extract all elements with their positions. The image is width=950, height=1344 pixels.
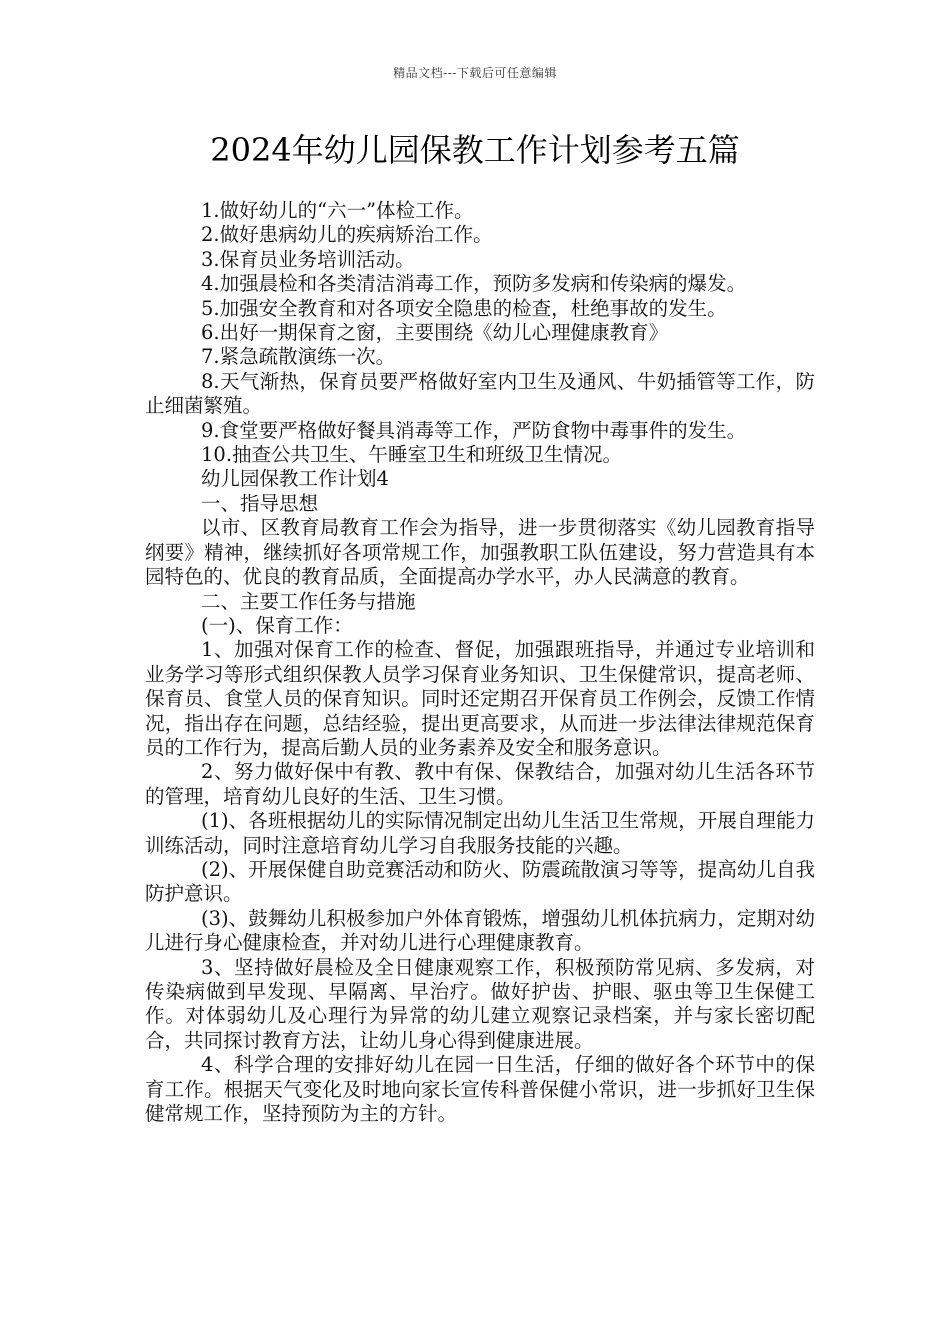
section-heading: (一)、保育工作： — [201, 613, 353, 637]
paragraph: 4、科学合理的安排好幼儿在园一日生活，仔细的做好各个环节中的保育工作。根据天气变化及时地向家长宣传科普保健小常识，进一步抓好卫生保健常规工作，坚持预防为主的方针。 — [145, 1053, 815, 1126]
paragraph: 2、努力做好保中有教、教中有保、保教结合，加强对幼儿生活各环节的管理，培育幼儿良好的生活、卫生习惯。 — [145, 760, 815, 808]
paragraph: 3.保育员业务培训活动。 — [201, 247, 415, 271]
paragraph: 1、加强对保育工作的检查、督促，加强跟班指导，并通过专业培训和业务学习等形式组织保教人员学习保育业务知识、卫生保健常识，提高老师、保育员、食堂人员的保育知识。同时还定期召开保育员工作例会，反馈工作情况，指出存在问题，总结经验，提出更高要求，从而进一步法律法律规范保育员的工作行为，提高后勤人员的业务素养及安全和服务意识。 — [145, 638, 815, 759]
document-body — [145, 199, 815, 1126]
paragraph: 8.天气渐热，保育员要严格做好室内卫生及通风、牛奶插管等工作，防止细菌繁殖。 — [145, 369, 815, 418]
paragraph: 7.紧急疏散演练一次。 — [201, 345, 396, 369]
paragraph: (3)、鼓舞幼儿积极参加户外体育锻炼，增强幼儿机体抗病力，定期对幼儿进行身心健康检查，并对幼儿进行心理健康教育。 — [145, 906, 815, 955]
paragraph: 2.做好患病幼儿的疾病矫治工作。 — [201, 223, 493, 247]
paragraph: 10.抽查公共卫生、午睡室卫生和班级卫生情况。 — [201, 443, 623, 467]
header-note: 精品文档---下载后可任意编辑 — [393, 66, 557, 80]
paragraph: 1.做好幼儿的“六一”体检工作。 — [201, 199, 474, 222]
paragraph: 9.食堂要严格做好餐具消毒等工作，严防食物中毒事件的发生。 — [201, 418, 747, 442]
paragraph: (2)、开展保健自助竞赛活动和防火、防震疏散演习等等，提高幼儿自我防护意识。 — [145, 857, 815, 906]
document-title: 2024年幼儿园保教工作计划参考五篇 — [210, 131, 740, 169]
paragraph: 以市、区教育局教育工作会为指导，进一步贯彻落实《幼儿园教育指导纲要》精神，继续抓好各项常规工作，加强教职工队伍建设，努力营造具有本园特色的、优良的教育品质，全面提高办学水平，办人民满意的教育。 — [145, 516, 815, 589]
paragraph: (1)、各班根据幼儿的实际情况制定出幼儿生活卫生常规，开展自理能力训练活动，同时注意培育幼儿学习自我服务技能的兴趣。 — [145, 809, 815, 857]
section-heading: 一、指导思想 — [201, 491, 319, 515]
paragraph: 3、坚持做好晨检及全日健康观察工作，积极预防常见病、多发病，对传染病做到早发现、早隔离、早治疗。做好护齿、护眼、驱虫等卫生保健工作。对体弱幼儿及心理行为异常的幼儿建立观察记录档案，并与家长密切配合，共同探讨教育方法，让幼儿身心得到健康进展。 — [145, 955, 815, 1052]
section-heading: 幼儿园保教工作计划4 — [201, 467, 389, 491]
paragraph: 6.出好一期保育之窗，主要围绕《幼儿心理健康教育》 — [201, 321, 669, 345]
paragraph: 4.加强晨检和各类清洁消毒工作，预防多发病和传染病的爆发。 — [201, 272, 747, 296]
paragraph: 5.加强安全教育和对各项安全隐患的检查，杜绝事故的发生。 — [201, 296, 727, 320]
section-heading: 二、主要工作任务与措施 — [201, 589, 416, 613]
